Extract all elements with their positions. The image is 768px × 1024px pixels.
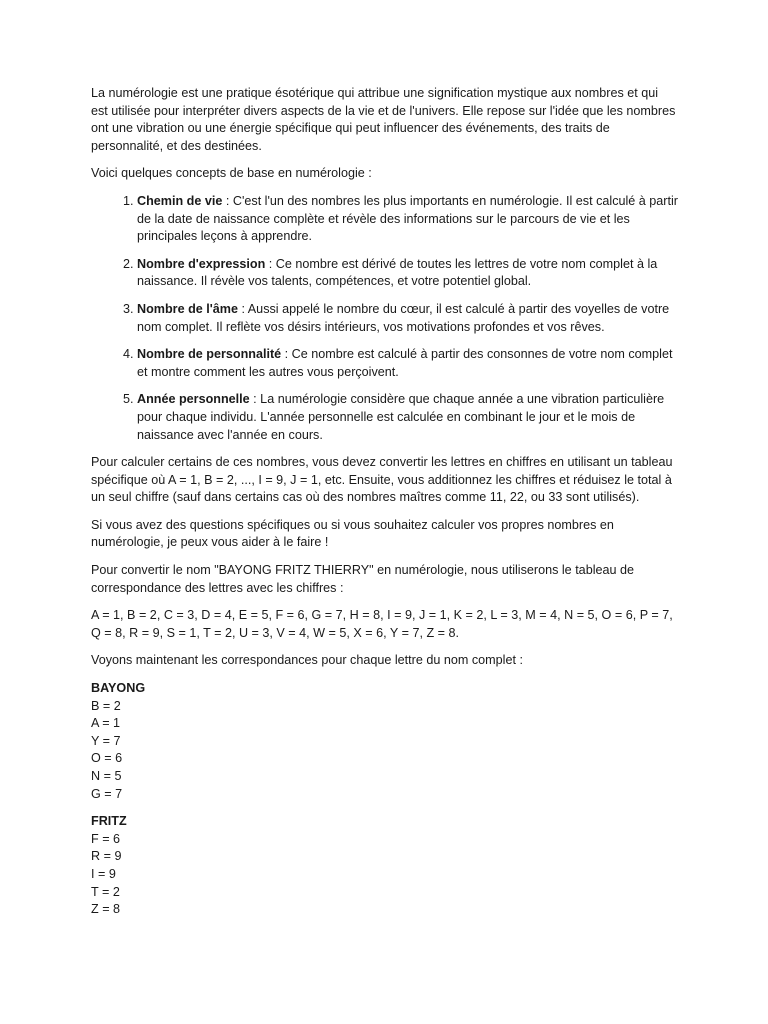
list-item — [137, 193, 678, 246]
concept-text: : Ce nombre est calculé à partir des consonnes de votre nom complet et montre comment les autres vous perçoivent. — [137, 347, 673, 379]
list-item — [137, 346, 678, 381]
concept-term: Année personnelle — [137, 392, 250, 407]
name-heading: FRITZ — [91, 814, 127, 829]
concept-term: Nombre de l'âme — [137, 301, 238, 316]
list-item — [137, 391, 678, 444]
letter-value: G = 7 — [91, 786, 123, 801]
convert-paragraph: Pour convertir le nom "BAYONG FRITZ THIERRY" en numérologie, nous utiliserons le tableau de correspondance des lettres avec les chiffres : — [91, 563, 635, 595]
concepts-list — [91, 193, 678, 444]
concept-text: : C'est l'un des nombres les plus importants en numérologie. Il est calculé à partir de la date de naissance complète et révèle des informations sur le parcours de vie et les principales leçons à apprendre. — [137, 193, 678, 244]
letter-value: B = 2 — [91, 698, 121, 713]
letter-table-paragraph: A = 1, B = 2, C = 3, D = 4, E = 5, F = 6, G = 7, H = 8, I = 9, J = 1, K = 2, L = 3, M = 4, N = 5, O = 6, P = 7, Q = 8, R = 9, S = 1, T = 2, U = 3, V = 4, W = 5, X = 6, Y = 7, Z = 8. — [91, 608, 673, 640]
concept-term: Chemin de vie — [137, 193, 223, 208]
intro-paragraph: La numérologie est une pratique ésotérique qui attribue une signification mystique aux nombres et qui est utilisée pour interpréter divers aspects de la vie et de l'univers. Elle repose sur l'idée que les nombres ont une vibration ou une énergie spécifique qui peut influencer des événements, des traits de personnalité, et des destinées. — [91, 86, 676, 153]
letter-value: I = 9 — [91, 866, 116, 881]
letter-value: A = 1 — [91, 716, 121, 731]
concept-term: Nombre d'expression — [137, 256, 266, 271]
concept-text: : Aussi appelé le nombre du cœur, il est calculé à partir des voyelles de votre nom complet. Il reflète vos désirs intérieurs, vos motivations profondes et vos rêves. — [137, 301, 670, 334]
letter-value: F = 6 — [91, 831, 121, 846]
letters-intro: Voyons maintenant les correspondances pour chaque lettre du nom complet : — [91, 653, 523, 668]
concept-term: Nombre de personnalité — [137, 347, 282, 362]
letter-value: Z = 8 — [91, 902, 121, 917]
letter-value: N = 5 — [91, 769, 122, 783]
concepts-intro: Voici quelques concepts de base en numérologie : — [91, 166, 372, 181]
list-item — [137, 301, 678, 336]
letter-value: Y = 7 — [91, 733, 121, 748]
help-paragraph: Si vous avez des questions spécifiques ou si vous souhaitez calculer vos propres nombres en numérologie, je peux vous aider à le faire ! — [91, 517, 614, 550]
name-block-bayong — [91, 680, 678, 803]
calc-paragraph: Pour calculer certains de ces nombres, vous devez convertir les lettres en chiffres en utilisant un tableau spécifique où A = 1, B = 2, ..., I = 9, J = 1, etc. Ensuite, vous additionnez les chiffres et réduisez le total à un seul chiffre (sauf dans certains cas où des nombres maîtres comme 11, 22, ou 33 sont utilisés). — [91, 455, 673, 505]
letter-value: R = 9 — [91, 849, 122, 864]
list-item — [137, 256, 678, 291]
letter-value: O = 6 — [91, 751, 123, 766]
name-block-fritz — [91, 813, 678, 919]
concept-text: : Ce nombre est dérivé de toutes les lettres de votre nom complet à la naissance. Il révèle vos talents, compétences, et votre potentiel global. — [137, 256, 658, 289]
concept-text: : La numérologie considère que chaque année a une vibration particulière pour chaque individu. L'année personnelle est calculée en combinant le jour et le mois de naissance avec l'année en cours. — [137, 392, 665, 442]
name-heading: BAYONG — [91, 681, 146, 696]
letter-value: T = 2 — [91, 884, 120, 899]
